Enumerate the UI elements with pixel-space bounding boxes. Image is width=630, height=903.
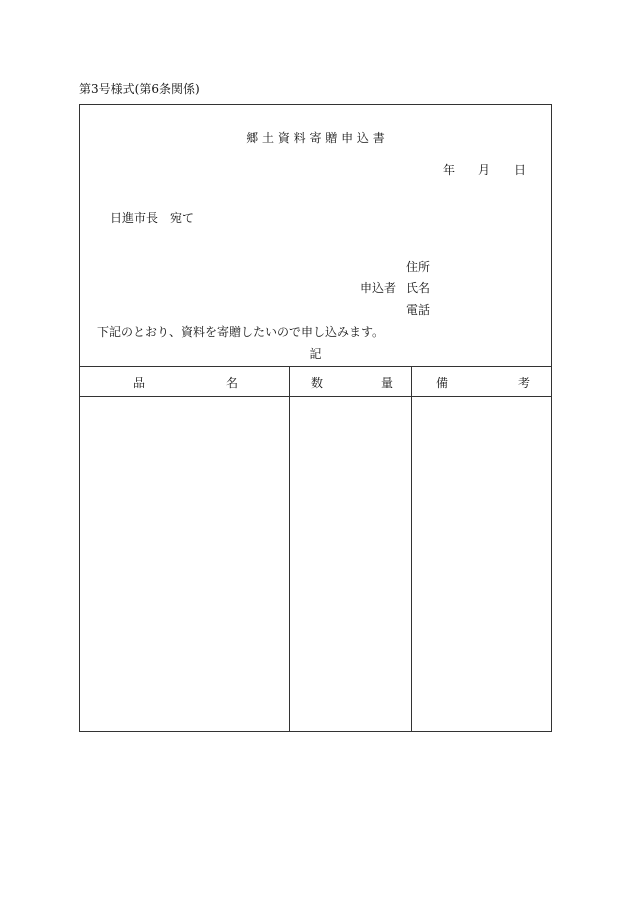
form-title: 郷 土 資 料 寄 贈 申 込 書 (246, 131, 385, 145)
table-divider-1 (289, 366, 290, 731)
date-day-label: 日 (514, 163, 527, 177)
col-note-char-2: 考 (518, 376, 531, 390)
body-text: 下記のとおり、資料を寄贈したいので申し込みます。 (97, 325, 385, 339)
col-item-char-1: 品 (133, 376, 146, 390)
addressee: 日進市長 宛て (110, 211, 195, 225)
col-item-char-2: 名 (226, 376, 239, 390)
table-divider-2 (411, 366, 412, 731)
name-label: 氏名 (406, 281, 431, 295)
col-qty-char-1: 数 (311, 376, 324, 390)
ki-heading: 記 (309, 347, 322, 361)
col-note-char-1: 備 (436, 376, 449, 390)
col-qty-char-2: 量 (381, 376, 394, 390)
address-label: 住所 (406, 260, 431, 274)
date-year-label: 年 (443, 163, 456, 177)
date-month-label: 月 (478, 163, 491, 177)
application-form (79, 104, 552, 732)
form-number: 第3号様式(第6条関係) (79, 82, 200, 96)
phone-label: 電話 (406, 303, 431, 317)
applicant-label: 申込者 (360, 281, 397, 295)
table-header-border (80, 396, 551, 397)
table-top-border (80, 366, 551, 367)
